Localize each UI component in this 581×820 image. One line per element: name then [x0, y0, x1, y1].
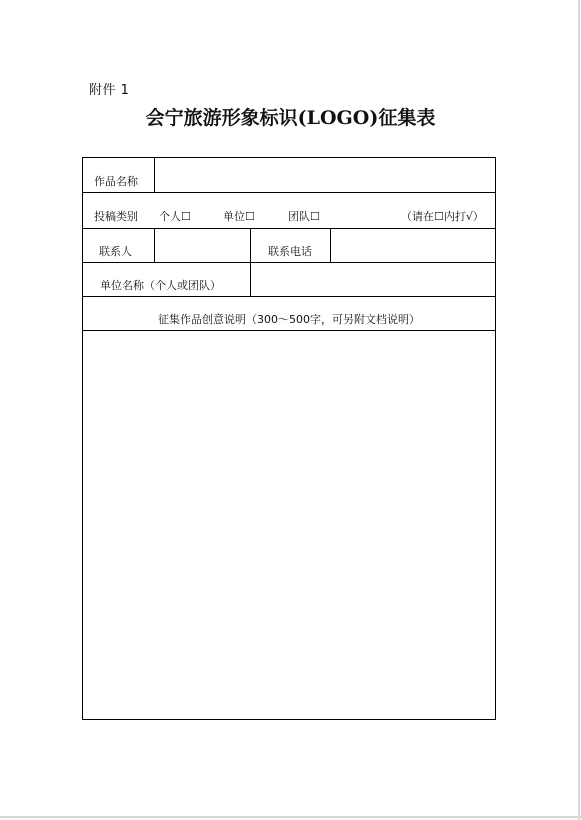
category-hint: （请在☐内打√） — [401, 210, 484, 223]
contact-field[interactable] — [155, 229, 250, 262]
category-option-individual[interactable]: 个人☐ — [159, 210, 191, 223]
category-option-unit[interactable]: 单位☐ — [223, 210, 255, 223]
document-title: 会宁旅游形象标识(LOGO)征集表 — [145, 107, 436, 129]
category-option-team[interactable]: 团队☐ — [288, 210, 320, 223]
unit-name-label: 单位名称（个人或团队） — [100, 279, 221, 292]
description-textarea[interactable] — [83, 331, 495, 719]
unit-name-field[interactable] — [251, 263, 495, 296]
page-edge — [0, 816, 581, 818]
phone-field[interactable] — [331, 229, 495, 262]
work-name-field[interactable] — [155, 158, 495, 192]
category-label: 投稿类别 — [94, 210, 138, 223]
row-divider — [83, 192, 495, 193]
annex-label: 附件 1 — [89, 83, 130, 98]
application-form-table — [82, 157, 496, 720]
contact-label: 联系人 — [99, 245, 132, 258]
work-name-label: 作品名称 — [94, 175, 138, 188]
phone-label: 联系电话 — [268, 245, 312, 258]
row-divider — [83, 296, 495, 297]
description-header: 征集作品创意说明（300～500字，可另附文档说明） — [158, 313, 420, 326]
